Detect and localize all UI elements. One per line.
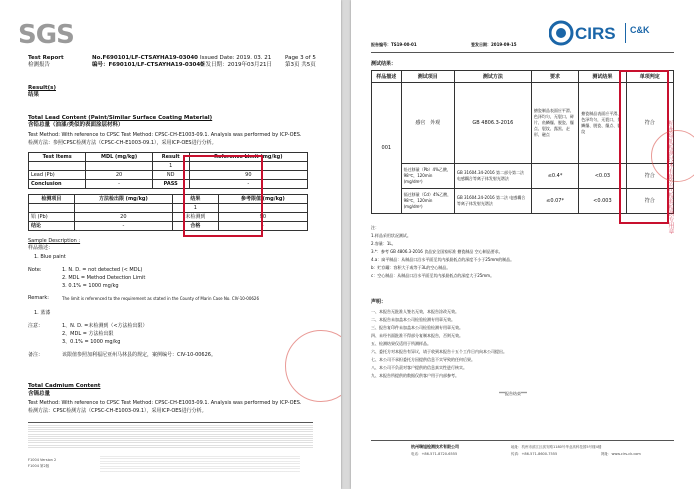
note-label: Note: bbox=[28, 267, 42, 273]
remark-text: The limit is referenced to the requirement as stated in the County of Marin Case No. CIV-10-00626 bbox=[62, 296, 259, 301]
table-row: Lead (Pb) 20 ND 90 bbox=[29, 171, 308, 180]
sgs-logo: SGS bbox=[18, 20, 74, 50]
remark-text-cn: 该限值参照加利福尼亚州马林县的规定，案例编号：CIV-10-00626。 bbox=[62, 352, 216, 358]
footer-address-right: 地址：杭州市滨江区滨安路1180号华业高科技园5号楼4楼 bbox=[511, 445, 602, 449]
statement-title: 声明： bbox=[371, 299, 387, 305]
th-result: 测试结果 bbox=[579, 71, 626, 83]
table-row: 铅 (Pb) 20 未检测到 90 bbox=[29, 213, 308, 222]
lead-method: Test Method: With reference to CPSC Test Method: CPSC-CH-E1003-09.1. Analysis was performed by ICP-OES. bbox=[28, 132, 302, 138]
lead-title: Total Lead Content (Paint/Similar Surface Coating Material) bbox=[28, 115, 213, 121]
table-row: 铅迁移量（Pb）4%乙酸，98℃，120min (mg/dm²) GB 31604.34-2016 第二部分第二法 电感耦合等离子体发射光谱法 ≤0.4* <0.03 符合 bbox=[372, 164, 674, 189]
cirs-date: 签发日期：2019-09-15 bbox=[471, 42, 517, 47]
cirs-logo-icon bbox=[549, 20, 669, 46]
report-no: No.F690101/LF-CTSAYHA19-03040 bbox=[92, 55, 198, 61]
sample-id: 001 bbox=[372, 83, 402, 214]
table-row: 镉迁移量（Cd）4%乙酸，98℃，120min (mg/dm²) GB 31604.24-2016 第二法 电感耦合等离子体发射光谱法 ≤0.07* <0.003 符合 bbox=[372, 189, 674, 214]
report-label: Test Report bbox=[28, 55, 64, 61]
side-stamp-text: 杭州瑞旭检测技术有限公司检验检测专用章 bbox=[667, 120, 674, 234]
th-mdl: MDL (mg/kg) bbox=[86, 153, 152, 162]
th-limit: Reference Limit (mg/kg) bbox=[189, 153, 307, 162]
th-requirement: 要求 bbox=[531, 71, 578, 83]
form-version: F1004 Version 2 bbox=[28, 458, 57, 462]
note-label-cn: 注意： bbox=[28, 323, 44, 329]
form-version-cn: F1004 第2版 bbox=[28, 464, 50, 468]
result-highlight-box bbox=[183, 155, 263, 237]
remark-label: Remark: bbox=[28, 295, 49, 301]
sample-number: 1 bbox=[152, 162, 189, 171]
lead-method-cn: 检测方法：参照CPSC检测方法（CPSC-CH-E1003-09.1），采用ICP-OES进行分析。 bbox=[28, 140, 217, 146]
table-row: 结论 - 合格 - bbox=[29, 222, 308, 231]
footer-divider bbox=[28, 422, 313, 423]
th-test-items: Test Items bbox=[29, 153, 86, 162]
th-sample: 样品描述 bbox=[372, 71, 402, 83]
sample-desc: Sample Description : bbox=[28, 238, 81, 244]
footer-divider-right bbox=[371, 440, 674, 441]
cirs-logo bbox=[549, 20, 669, 50]
page-number: Page 3 of 5 bbox=[285, 55, 316, 61]
sample-1: 1. Blue paint bbox=[34, 254, 66, 260]
cadmium-method: Test Method: With reference to CPSC Test Method: CPSC-CH-E1003-09.1. Analysis was performed by ICP-OES. bbox=[28, 400, 302, 406]
table-row: 001 感官 外观 GB 4806.3-2016 搪瓷制品表面应平滑、色泽均匀，无裂口、碎片、鱼鳞爆、脱瓷、爆点、裂纹、露黑、走形、磁点 搪瓷制品表面应平滑、色泽均匀，无裂口，鱼鳞爆、脱瓷、爆点、裂纹 符合 bbox=[372, 83, 674, 164]
lead-title-cn: 含铅总量（油漆/类似的表面涂层材料） bbox=[28, 122, 124, 128]
sample-desc-cn: 样品描述： bbox=[28, 245, 54, 251]
th-result: Result bbox=[152, 153, 189, 162]
th-item: 测试项目 bbox=[401, 71, 454, 83]
report-label-cn: 检测报告 bbox=[28, 62, 51, 68]
th-limit-cn: 参考限值 (mg/kg) bbox=[218, 195, 307, 204]
cadmium-title: Total Cadmium Content bbox=[28, 383, 101, 389]
header-divider bbox=[371, 52, 674, 53]
cirs-report-no: 报告编号：TS19-00-01 bbox=[371, 42, 417, 47]
th-test-items-cn: 检测项目 bbox=[29, 195, 75, 204]
sgs-report-page: SGS Test Report 检测报告 No.F690101/LF-CTSAYHA19-03040 编号：F690101/LF-CTSAYHA19-03040 Issued Date: 2019. 03. 21 签发日期：2019年03月21日 Page 3 of 5 第3页 共5页 Result(s) 结果 Total Lead Content (Paint/Similar Surface Coating Material) 含铅总量（油漆/类似的表面涂层材料） Test Method: With reference to CPSC Test Method: CPSC-CH-E1003-09.1. Analysis was performed by ICP-OES. 检测方法：参照CPSC检测方法（CPSC-CH-E1003-09.1），采用ICP-OES进行分析。 Test Items MDL (mg/kg) Result Reference Limit (mg/kg) 1 Lead (Pb) 20 ND 90 Conclusion - PASS - 检测项目 方法检出限 (mg/kg) 结果 参考限值 (mg/kg) 1 铅 (Pb) 20 未检测到 90 结论 - 合格 - Sample Description : 样品描述： 1. Blue paint Note: 1. N. D. = not detected (< MDL) 2. MDL = Method Detection Limit 3. 0.1% = 1000 mg/kg Remark: The limit is referenced to the requirement as stated in the County of Marin Case No. CIV-10-00626 1. 蓝漆 注意： 1、N. D. =未检测到（<方法检出限） 2、MDL = 方法检出限 3、0.1% = 1000 mg/kg 备注： 该限值参照加利福尼亚州马林县的规定，案例编号：CIV-10-00626。 Total Cadmium Content 含镉总量 Test Method: With reference to CPSC Test Method: CPSC-CH-E1003-09.1. Analysis was performed by ICP-OES. 检测方法：CPSC检测方法（CPSC-CH-E1003-09.1），采用ICP-OES进行分析。 F1004 Version 2 F1004 第2版 bbox=[0, 0, 341, 489]
th-mdl-cn: 方法检出限 (mg/kg) bbox=[74, 195, 172, 204]
table-row: Conclusion - PASS - bbox=[29, 180, 308, 189]
report-no-cn: 编号：F690101/LF-CTSAYHA19-03040 bbox=[92, 62, 204, 68]
issued-date: Issued Date: 2019. 03. 21 bbox=[200, 55, 272, 61]
th-method: 测试方法 bbox=[454, 71, 531, 83]
footer-address bbox=[100, 456, 300, 472]
results-heading: Result(s) bbox=[28, 85, 56, 91]
footer-web: 网址：www.cirs-ck.com bbox=[601, 452, 641, 456]
official-seal bbox=[285, 330, 341, 402]
lead-table-en bbox=[28, 152, 308, 189]
footer-tel: 电话：+86-571-8720-6555 bbox=[411, 452, 458, 456]
cadmium-title-cn: 含镉总量 bbox=[28, 391, 51, 397]
lead-table-cn bbox=[28, 194, 308, 231]
sample-1-cn: 1. 蓝漆 bbox=[34, 310, 51, 316]
th-result-cn: 结果 bbox=[173, 195, 219, 204]
th-verdict: 单项判定 bbox=[626, 71, 673, 83]
footer-company: 杭州瑞旭检测技术有限公司 bbox=[411, 444, 459, 449]
report-end: ***报告结束*** bbox=[499, 391, 527, 396]
page-number-cn: 第3页 共5页 bbox=[285, 62, 316, 68]
issued-date-cn: 签发日期：2019年03月21日 bbox=[200, 62, 272, 68]
cadmium-method-cn: 检测方法：CPSC检测方法（CPSC-CH-E1003-09.1），采用ICP-OES进行分析。 bbox=[28, 408, 207, 414]
cirs-logo-text: CIRS bbox=[575, 24, 616, 43]
footer-fax: 传真：+86-571-8600-7555 bbox=[511, 452, 558, 456]
cirs-report-page: CIRS C&K 报告编号：TS19-00-01 签发日期：2019-09-15 测试结果： 样品描述 测试项目 测试方法 要求 测试结果 单项判定 001 感官 外观 GB 4806.3-2016 搪瓷制品表面应平滑、色泽均匀，无裂口、碎片、鱼鳞爆、脱瓷、爆点、裂纹、露黑、走形、磁点 搪瓷制品表面应平滑、色泽均匀，无裂口，鱼鳞爆、脱瓷、爆点、裂纹 符合 铅迁移量（Pb）4%乙酸，98℃，120min (mg/dm²) GB 31604.34-2016 第二部分第二法 电感耦合等离子体发射光谱法 ≤0.4* <0.03 符合 镉迁移量（Cd）4%乙酸，98℃，120min (mg/dm²) GB 31604.24-2016 第二法 电感耦合等离子体发射光谱法 ≤0.07* <0.003 符合 注： 1.样品采用状况测试。 2.容量：1L。 3.*：参考 GB 4806.3-2016 食品安全国家标准 搪瓷制品 空心制品要求。 4.a：扁平制品：从制品口沿水平面至其内部最低点的深度不小于25mm的制品。 b：贮存罐：容积大于或等于3L的空心制品。 c：空心制品：从制品口沿水平面至其内部最低点的深度大于25mm。 声明： 一、本报告无批准人签名无效，本报告涂改无效。 二、本报告未加盖本公司检验检测专用章无效。 三、报告复印件未加盖本公司检验检测专用章无效。 四、未经书面批准不得部分复制本报告，否则无效。 五、检测结果仅适用于所测样品。 六、委托方对本报告有异议，请于收到本报告十五个工作日内向本公司提出。 七、本公司不承担委托方因提供信息不实导致的任何后果。 八、本公司不负责对客户提供的信息真实性进行核实。 九、本报告所提供的数据仅供客户用于内部参考。 ***报告结束*** 杭州瑞旭检测技术有限公司 地址：杭州市滨江区滨安路1180号华业高科技园5号楼4楼 电话：+86-571-8720-6555 传真：+86-571-8600-7555 网址：www.cirs-ck.com 杭州瑞旭检测技术有限公司检验检测专用章 bbox=[351, 0, 694, 489]
test-results-heading: 测试结果： bbox=[371, 61, 397, 67]
cirs-logo-sub: C&K bbox=[630, 25, 650, 35]
results-heading-cn: 结果 bbox=[28, 92, 40, 98]
fine-print bbox=[28, 425, 313, 449]
remark-label-cn: 备注： bbox=[28, 352, 44, 358]
seal-stamp-right bbox=[651, 130, 694, 182]
sample-number-cn: 1 bbox=[173, 204, 219, 213]
